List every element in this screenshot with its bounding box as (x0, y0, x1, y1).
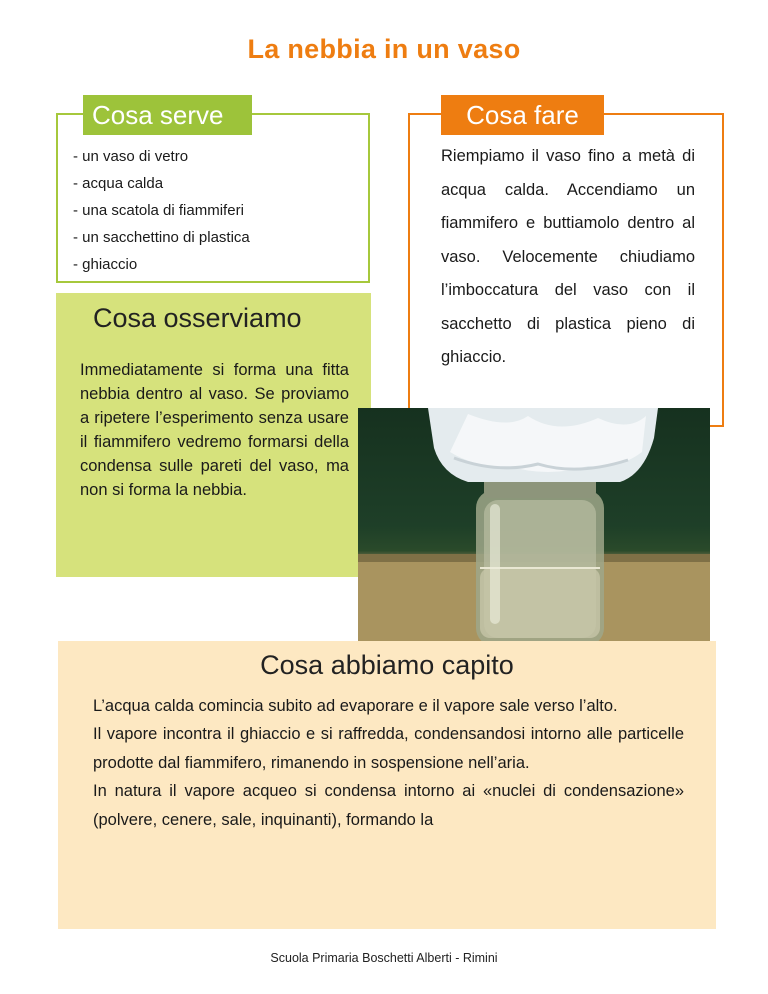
cosa-osserviamo-text: Immediatamente si forma una fitta nebbia dentro al vaso. Se proviamo a ripetere l’esperimento senza usare il fiammifero vedremo formarsi della condensa sulle pareti del vaso, ma non si forma la nebbia. (80, 361, 349, 499)
paragraph: L’acqua calda comincia subito ad evaporare e il vapore sale verso l’alto. (93, 697, 618, 715)
list-item: - una scatola di fiammiferi (73, 202, 244, 219)
cosa-fare-text: Riempiamo il vaso fino a metà di acqua calda. Accendiamo un fiammifero e buttiamolo dentro al vaso. Velocemente chiudiamo l’imboccatura del vaso con il sacchetto di plastica pieno di ghiaccio. (441, 147, 695, 366)
jar-with-ice-bag-photo-icon (358, 408, 710, 654)
paragraph: Il vapore incontra il ghiaccio e si raffredda, condensandosi intorno alle particelle prodotte dal fiammifero, rimanendo in sospensione nell’aria. (93, 725, 684, 772)
list-item: - acqua calda (73, 175, 164, 192)
footer: Scuola Primaria Boschetti Alberti - Rimini (270, 951, 498, 965)
list-item: - un sacchettino di plastica (73, 229, 250, 246)
materials-list (73, 143, 250, 278)
cosa-serve-label: Cosa serve (83, 95, 252, 135)
cosa-fare-label: Cosa fare (441, 95, 604, 135)
page-title: La nebbia in un vaso (247, 34, 521, 64)
list-item: - un vaso di vetro (73, 148, 189, 165)
jar-photo (358, 408, 710, 654)
cosa-osserviamo-title: Cosa osserviamo (93, 303, 302, 333)
paragraph: In natura il vapore acqueo si condensa intorno ai «nuclei di condensazione» (polvere, cenere, sale, inquinanti), formando la (93, 782, 684, 829)
cosa-abbiamo-capito-title: Cosa abbiamo capito (260, 650, 514, 680)
list-item: - ghiaccio (73, 256, 138, 273)
cosa-abbiamo-capito-text (93, 692, 684, 834)
